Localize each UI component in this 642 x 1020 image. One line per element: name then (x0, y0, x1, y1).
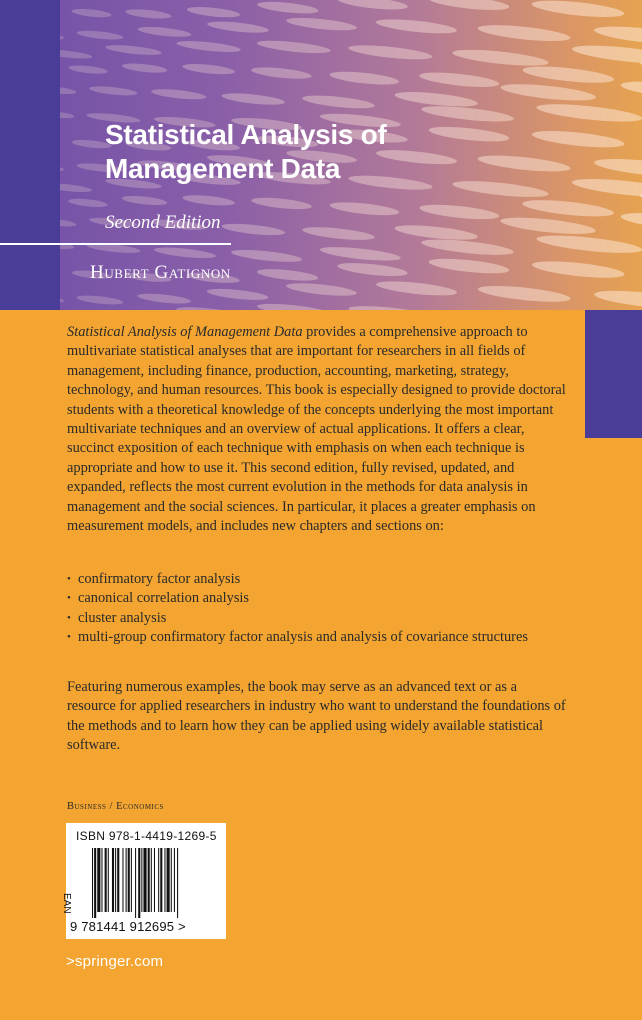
barcode-bar (148, 848, 150, 912)
barcode-bar (143, 848, 146, 912)
pattern-ellipse (207, 19, 270, 34)
pattern-ellipse (302, 93, 376, 111)
barcode-bar (117, 848, 119, 912)
barcode-bar (138, 848, 140, 918)
barcode-bar (167, 848, 170, 912)
pattern-ellipse (221, 91, 285, 107)
pattern-ellipse (256, 38, 331, 55)
isbn-number: ISBN 978-1-4419-1269-5 (76, 829, 217, 843)
pattern-ellipse (522, 197, 615, 220)
right-accent-stripe (585, 310, 642, 438)
publisher-link[interactable]: >springer.com (66, 953, 164, 970)
pattern-ellipse (620, 209, 642, 235)
pattern-ellipse (257, 267, 319, 283)
pattern-ellipse (251, 65, 312, 81)
pattern-ellipse (571, 175, 642, 200)
left-accent-stripe (0, 0, 60, 310)
ean-label: EAN (61, 893, 72, 914)
pattern-ellipse (182, 62, 235, 76)
barcode-bar (141, 848, 142, 912)
barcode-bar (135, 848, 136, 918)
title-line-2: Management Data (105, 153, 341, 184)
pattern-ellipse (452, 309, 549, 310)
author-name: Hubert Gatignon (90, 262, 231, 283)
pattern-ellipse (477, 22, 571, 44)
pattern-ellipse (105, 43, 162, 57)
list-item: • canonical correlation analysis (67, 589, 567, 608)
pattern-ellipse (206, 287, 269, 302)
barcode-bar (97, 848, 100, 912)
title-divider (0, 243, 231, 245)
pattern-ellipse (428, 0, 510, 13)
barcode-bar (160, 848, 162, 912)
barcode-panel (61, 823, 226, 939)
pattern-ellipse (176, 39, 241, 54)
barcode-digits: 9 781441 912695 > (70, 919, 186, 934)
pattern-ellipse (348, 42, 433, 62)
pattern-ellipse (620, 78, 642, 104)
description-title: Statistical Analysis of Management Data (67, 324, 303, 340)
barcode-bar (92, 848, 93, 918)
pattern-ellipse (337, 0, 408, 12)
pattern-ellipse (71, 7, 112, 18)
barcode-bar (177, 848, 178, 918)
book-title (105, 118, 525, 186)
pattern-ellipse (137, 292, 191, 306)
barcode-bar (131, 848, 132, 912)
pattern-ellipse (522, 63, 615, 86)
pattern-ellipse (329, 200, 399, 218)
pattern-ellipse (593, 287, 642, 310)
pattern-ellipse (375, 17, 457, 37)
pattern-ellipse (302, 225, 376, 243)
pattern-ellipse (329, 69, 399, 87)
pattern-ellipse (452, 47, 549, 69)
pattern-ellipse (121, 62, 167, 75)
barcode-bar (105, 848, 107, 912)
barcode-bar (122, 848, 123, 912)
pattern-ellipse (186, 5, 240, 19)
pattern-ellipse (348, 303, 433, 310)
pattern-ellipse (221, 222, 285, 238)
pattern-ellipse (231, 248, 303, 265)
pattern-ellipse (125, 8, 172, 21)
closing-paragraph: Featuring numerous examples, the book may serve as an advanced text or as a resource for applied researchers in industry who want to understand the foundations of the methods and to learn how they can be applied using widely available statistical software. (67, 679, 566, 754)
pattern-ellipse (68, 197, 108, 208)
pattern-ellipse (419, 70, 500, 90)
pattern-ellipse (76, 294, 123, 306)
barcode-bar (101, 848, 102, 912)
pattern-ellipse (251, 196, 312, 212)
pattern-ellipse (421, 236, 515, 257)
barcode-bar (128, 848, 130, 912)
pattern-ellipse (337, 261, 408, 279)
pattern-ellipse (286, 281, 358, 298)
barcode-bar (151, 848, 152, 912)
barcode-bar (174, 848, 175, 912)
pattern-ellipse (286, 15, 358, 32)
pattern-ellipse (182, 193, 235, 207)
pattern-ellipse (257, 301, 332, 310)
pattern-ellipse (176, 305, 241, 310)
pattern-ellipse (257, 0, 319, 16)
pattern-ellipse (121, 194, 167, 207)
list-item: • multi-group confirmatory factor analysis and analysis of covariance structures (67, 628, 567, 647)
pattern-ellipse (151, 87, 207, 101)
description-paragraph (67, 323, 567, 536)
barcode-bar (115, 848, 116, 912)
subject-category: Business / Economics (67, 801, 164, 812)
topics-list (67, 570, 567, 648)
barcode-bar (126, 848, 127, 912)
pattern-ellipse (571, 42, 642, 67)
pattern-ellipse (477, 283, 571, 305)
pattern-ellipse (68, 64, 108, 75)
pattern-ellipse (137, 25, 191, 39)
pattern-ellipse (154, 245, 217, 260)
pattern-ellipse (531, 0, 625, 20)
barcode-bar (112, 848, 114, 912)
barcode-icon (92, 848, 218, 918)
barcode-bar (154, 848, 155, 912)
barcode-bar (171, 848, 172, 912)
barcode-bar (164, 848, 165, 912)
pattern-ellipse (394, 222, 478, 242)
edition-label: Second Edition (105, 212, 221, 233)
pattern-ellipse (536, 232, 642, 256)
description-text: provides a comprehensive approach to multivariate statistical analyses that are important for researchers in all fields of management, including finance, production, accounting, marketing, strategy, technology, and human resources. This book is especially designed to provide doctoral students with a theoretical knowledge of the concepts underlying the most important multivariate techniques and an overview of actual applications. It offers a clear, succinct exposition of each technique with emphasis on when each technique is appropriate and how to use it. This second edition, fully revised, updated, and expanded, reflects the most current evolution in the methods for data analysis in management and the social sciences. In particular, it places a greater emphasis on measurement models, and includes new chapters and sections on: (67, 324, 566, 535)
barcode-bar (158, 848, 159, 912)
pattern-ellipse (500, 214, 597, 237)
title-line-1: Statistical Analysis of (105, 119, 387, 150)
pattern-ellipse (428, 256, 510, 276)
pattern-ellipse (376, 279, 458, 299)
list-item: • confirmatory factor analysis (67, 570, 567, 589)
pattern-ellipse (593, 155, 642, 180)
pattern-ellipse (319, 244, 401, 263)
pattern-ellipse (593, 23, 642, 48)
pattern-ellipse (500, 81, 597, 104)
pattern-ellipse (531, 258, 625, 281)
barcode-bar (94, 848, 96, 918)
list-item: • cluster analysis (67, 609, 567, 628)
pattern-ellipse (419, 202, 500, 222)
pattern-ellipse (531, 128, 625, 151)
pattern-ellipse (76, 29, 123, 41)
barcode-bar (108, 848, 109, 912)
pattern-ellipse (89, 85, 138, 97)
pattern-ellipse (536, 101, 642, 125)
